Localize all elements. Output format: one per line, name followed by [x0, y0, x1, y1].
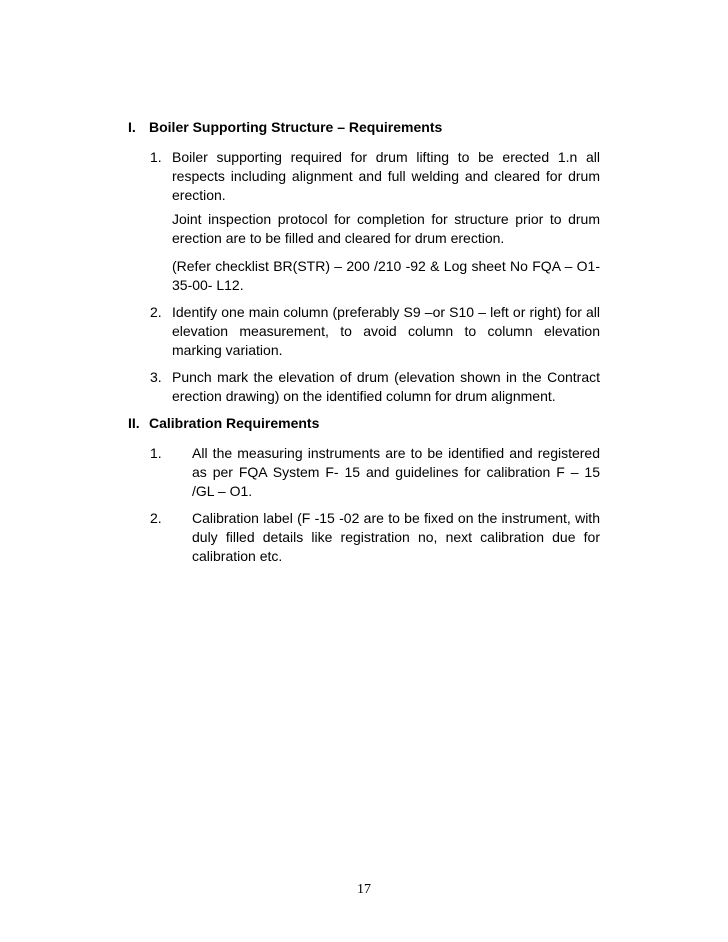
- section-1-heading: [128, 118, 608, 137]
- section-2-title: Calibration Requirements: [149, 415, 320, 431]
- section-1-item-3-text: Punch mark the elevation of drum (elevation shown in the Contract erection drawing) on the identified column for drum alignment.: [172, 369, 600, 404]
- section-2-item-2-number: 2.: [150, 510, 162, 526]
- section-2-item-1-number: 1.: [150, 445, 162, 461]
- section-2-heading: [128, 414, 608, 433]
- section-1-number: I.: [128, 119, 136, 135]
- section-1-item-2-text: Identify one main column (preferably S9 –or S10 – left or right) for all elevation measurement, to avoid column to column elevation marking variation.: [172, 304, 600, 358]
- section-1-item-1-number: 1.: [150, 149, 162, 165]
- section-1-title: Boiler Supporting Structure – Requirements: [149, 119, 443, 135]
- section-1-item-2-number: 2.: [150, 304, 162, 320]
- section-2-item-2-text: Calibration label (F -15 -02 are to be fixed on the instrument, with duly filled details like registration no, next calibration due for calibration etc.: [192, 510, 600, 564]
- section-1-item-3-number: 3.: [150, 369, 162, 385]
- section-2-item-1-text: All the measuring instruments are to be identified and registered as per FQA System F- 15 and guidelines for calibration F – 15 /GL – O1.: [192, 445, 600, 499]
- section-2-number: II.: [128, 415, 140, 431]
- section-1-item-1-reference: (Refer checklist BR(STR) – 200 /210 -92 & Log sheet No FQA – O1-35-00- L12.: [172, 258, 600, 293]
- section-1-item-1-note: Joint inspection protocol for completion for structure prior to drum erection are to be filled and cleared for drum erection.: [172, 211, 600, 246]
- page-number: 17: [357, 882, 371, 897]
- section-1-item-1-text: Boiler supporting required for drum lifting to be erected 1.n all respects including alignment and full welding and cleared for drum erection.: [172, 149, 600, 203]
